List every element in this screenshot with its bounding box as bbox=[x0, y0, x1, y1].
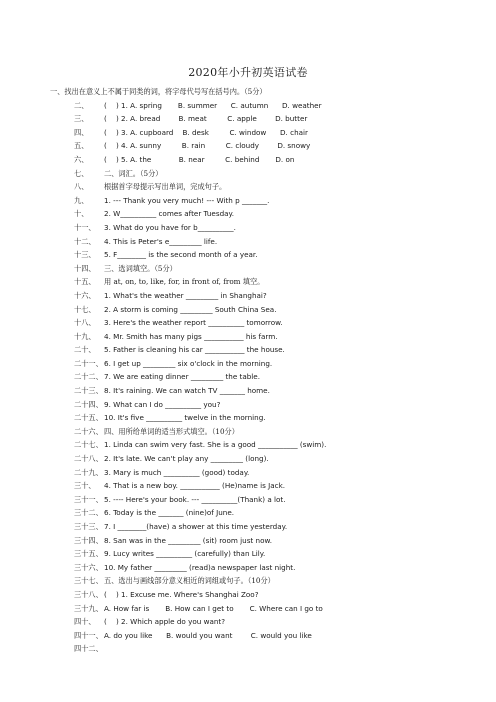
line-number: 十一、 bbox=[74, 222, 96, 232]
page-title: 2020年小升初英语试卷 bbox=[188, 66, 308, 79]
line-text: ( ) 5. A. the B. near C. behind D. on bbox=[104, 154, 295, 164]
line-text: A. How far is B. How can I get to C. Where can I go to bbox=[104, 603, 323, 613]
line-number: 四十二、 bbox=[74, 644, 103, 654]
line-number: 五、 bbox=[74, 141, 89, 151]
line-text: 一、找出在意义上不属于同类的词，将字母代号写在括号内。（5分） bbox=[50, 87, 267, 96]
exam-line bbox=[74, 547, 474, 561]
exam-line bbox=[74, 506, 474, 520]
line-number: 十、 bbox=[74, 209, 89, 219]
line-text: 3. What do you have for b__________. bbox=[104, 222, 236, 232]
line-number: 十三、 bbox=[74, 250, 96, 260]
line-text: ( ) 4. A. sunny B. rain C. cloudy D. snowy bbox=[104, 141, 311, 151]
line-text: 4. This is Peter's e_________ life. bbox=[104, 236, 218, 246]
line-text: 5. ---- Here's your book. --- __________(Thank) a lot. bbox=[104, 494, 286, 504]
line-number: 七、 bbox=[74, 168, 89, 178]
line-text: ( ) 2. A. bread B. meat C. apple D. butter bbox=[104, 114, 308, 124]
exam-line bbox=[74, 588, 474, 602]
line-number: 四十、 bbox=[74, 617, 96, 627]
exam-line bbox=[74, 466, 474, 480]
exam-line bbox=[74, 438, 474, 452]
line-number: 三十七、 bbox=[74, 576, 103, 586]
line-number: 十六、 bbox=[74, 290, 96, 300]
exam-line bbox=[74, 289, 474, 303]
line-number: 三十四、 bbox=[74, 535, 103, 545]
line-text: 9. What can I do __________ you? bbox=[104, 399, 221, 409]
line-number: 十五、 bbox=[74, 277, 96, 287]
line-text: 三、选词填空。（5分） bbox=[104, 263, 177, 273]
line-number: 三十一、 bbox=[74, 494, 103, 504]
line-text: 8. San was in the _________ (sit) room just now. bbox=[104, 535, 272, 545]
exam-line bbox=[74, 615, 474, 629]
line-number: 二十二、 bbox=[74, 372, 103, 382]
exam-line bbox=[74, 153, 474, 167]
line-text: ( ) 1. A. spring B. summer C. autumn D. weather bbox=[104, 100, 322, 110]
line-text: ( ) 1. Excuse me. Where's Shanghai Zoo? bbox=[104, 589, 259, 599]
line-number: 六、 bbox=[74, 154, 89, 164]
line-text: 用 at, on, to, like, for, in front of, from 填空。 bbox=[104, 277, 265, 287]
exam-line bbox=[74, 398, 474, 412]
exam-line bbox=[74, 561, 474, 575]
line-text: 3. Mary is much __________ (good) today. bbox=[104, 467, 250, 477]
line-text: 10. My father _________ (read)a newspaper last night. bbox=[104, 562, 296, 572]
exam-line bbox=[74, 180, 474, 194]
line-number: 二、 bbox=[74, 100, 89, 110]
exam-line bbox=[74, 357, 474, 371]
line-text: 8. It's raining. We can watch TV _______ home. bbox=[104, 386, 270, 396]
line-number: 三十五、 bbox=[74, 549, 103, 559]
exam-line bbox=[74, 534, 474, 548]
line-number: 三十六、 bbox=[74, 562, 103, 572]
exam-line bbox=[74, 425, 474, 439]
line-text: 2. W__________ comes after Tuesday. bbox=[104, 209, 235, 219]
line-number: 二十七、 bbox=[74, 440, 103, 450]
line-number: 十二、 bbox=[74, 236, 96, 246]
line-number: 二十一、 bbox=[74, 358, 103, 368]
line-text: 根据首字母提示写出单词，完成句子。 bbox=[104, 182, 227, 192]
line-text: 3. Here's the weather report __________ tomorrow. bbox=[104, 318, 283, 328]
exam-line bbox=[74, 167, 474, 181]
line-number: 二十九、 bbox=[74, 467, 103, 477]
exam-line bbox=[74, 139, 474, 153]
line-text: ( ) 2. Which apple do you want? bbox=[104, 617, 226, 627]
line-text: 2. It's late. We can't play any _________ (long). bbox=[104, 454, 269, 464]
exam-line bbox=[74, 248, 474, 262]
line-number: 三十、 bbox=[74, 481, 96, 491]
line-number: 二十三、 bbox=[74, 386, 103, 396]
line-text: 7. We are eating dinner _________ the table. bbox=[104, 372, 261, 382]
exam-line bbox=[74, 262, 474, 276]
exam-line bbox=[74, 126, 474, 140]
line-text: 2. A storm is coming _________ South China Sea. bbox=[104, 304, 277, 314]
line-number: 三十九、 bbox=[74, 603, 103, 613]
exam-line bbox=[74, 303, 474, 317]
line-text: 10. It's five __________ twelve in the morning. bbox=[104, 413, 266, 423]
exam-line bbox=[74, 194, 474, 208]
exam-line bbox=[74, 207, 474, 221]
line-number: 四、 bbox=[74, 127, 89, 137]
exam-line bbox=[74, 574, 474, 588]
line-number: 三、 bbox=[74, 114, 89, 124]
line-number: 九、 bbox=[74, 195, 89, 205]
exam-content bbox=[50, 85, 474, 656]
line-text: 二、词汇。（5分） bbox=[104, 168, 163, 178]
line-number: 三十二、 bbox=[74, 508, 103, 518]
exam-line bbox=[74, 99, 474, 113]
exam-line bbox=[74, 479, 474, 493]
exam-line bbox=[74, 112, 474, 126]
exam-line bbox=[74, 370, 474, 384]
exam-line bbox=[74, 275, 474, 289]
line-number: 四十一、 bbox=[74, 630, 103, 640]
line-text: ( ) 3. A. cupboard B. desk C. window D. chair bbox=[104, 127, 308, 137]
line-number: 三十八、 bbox=[74, 589, 103, 599]
exam-line bbox=[74, 629, 474, 643]
line-text: 五、选出与画线部分意义相近的词组或句子。（10分） bbox=[104, 576, 275, 586]
line-number: 二十五、 bbox=[74, 413, 103, 423]
exam-line bbox=[74, 384, 474, 398]
line-number: 二十、 bbox=[74, 345, 96, 355]
line-text: 5. F________ is the second month of a year. bbox=[104, 250, 258, 260]
exam-line bbox=[74, 330, 474, 344]
line-number: 十四、 bbox=[74, 263, 96, 273]
line-number: 十八、 bbox=[74, 318, 96, 328]
line-text: 9. Lucy writes __________ (carefully) than Lily. bbox=[104, 549, 266, 559]
line-text: 4. Mr. Smith has many pigs ___________ his farm. bbox=[104, 331, 278, 341]
line-text: 5. Father is cleaning his car ___________ the house. bbox=[104, 345, 285, 355]
line-text: 4. That is a new boy. ___________ (He)name is Jack. bbox=[104, 481, 286, 491]
line-number: 二十八、 bbox=[74, 454, 103, 464]
exam-line bbox=[50, 85, 450, 99]
exam-line bbox=[74, 343, 474, 357]
exam-line bbox=[74, 235, 474, 249]
line-text: 7. I ________(have) a shower at this time yesterday. bbox=[104, 522, 288, 531]
line-number: 二十四、 bbox=[74, 399, 103, 409]
line-text: 1. --- Thank you very much! --- With p _______. bbox=[104, 195, 270, 205]
exam-line bbox=[74, 493, 474, 507]
line-text: 6. I get up _________ six o'clock in the morning. bbox=[104, 358, 273, 368]
exam-line bbox=[74, 642, 474, 656]
line-text: 1. Linda can swim very fast. She is a good ___________ (swim). bbox=[104, 440, 327, 450]
line-text: 6. Today is the _______ (nine)of June. bbox=[104, 508, 235, 518]
exam-line bbox=[74, 520, 474, 534]
line-number: 八、 bbox=[74, 182, 89, 192]
line-text: 四、用所给单词的适当形式填空。（10分） bbox=[104, 426, 239, 436]
line-number: 十九、 bbox=[74, 331, 96, 341]
line-number: 十七、 bbox=[74, 304, 96, 314]
exam-line bbox=[74, 221, 474, 235]
line-text: A. do you like B. would you want C. would you like bbox=[104, 630, 312, 640]
line-number: 二十六、 bbox=[74, 426, 103, 436]
exam-line bbox=[74, 452, 474, 466]
exam-line bbox=[74, 316, 474, 330]
exam-line bbox=[74, 602, 474, 616]
exam-line bbox=[74, 411, 474, 425]
line-number: 三十三、 bbox=[74, 522, 103, 531]
line-text: 1. What's the weather _________ in Shanghai? bbox=[104, 290, 267, 300]
